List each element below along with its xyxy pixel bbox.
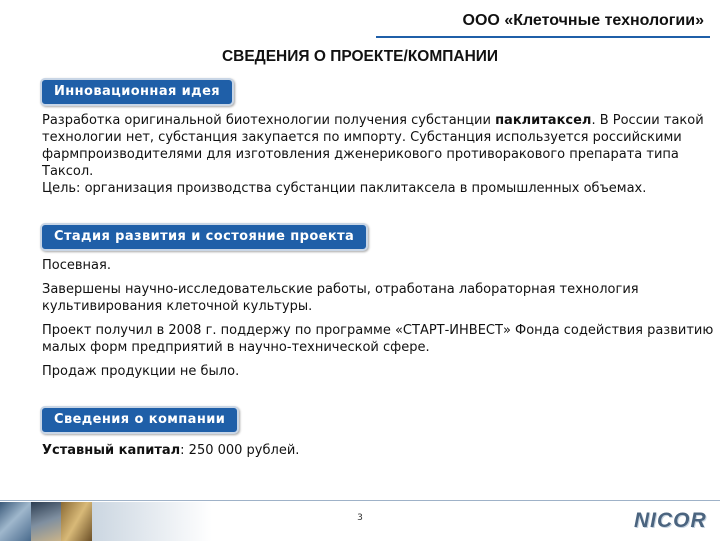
- idea-substance-name: паклитаксел: [495, 113, 592, 128]
- section-badge-stage: Стадия развития и состояние проекта: [40, 223, 368, 251]
- footer-photo-strip: [0, 502, 92, 541]
- section-idea-body: [42, 112, 714, 197]
- capital-value: : 250 000 рублей.: [180, 443, 300, 458]
- footer-photo: [31, 502, 62, 541]
- section-badge-company: Сведения о компании: [40, 406, 239, 434]
- footer-photo: [61, 502, 92, 541]
- section-stage-body: [42, 257, 714, 380]
- capital-label: Уставный капитал: [42, 443, 181, 458]
- company-capital: [42, 442, 714, 459]
- company-title: ООО «Клеточные технологии»: [462, 12, 704, 29]
- idea-goal: Цель: организация производства субстанции паклитаксела в промышленных объемах.: [42, 181, 647, 196]
- footer-fade: [92, 502, 212, 541]
- idea-text-after: . В России такой технологии нет, субстанция закупается по импорту. Cубстанция используется российскими фармпроизводителями для изготовления дженерикового противоракового препарата типа Таксол.: [42, 113, 704, 179]
- header-divider: [376, 36, 710, 38]
- footer-photo: [0, 502, 31, 541]
- page-heading: СВЕДЕНИЯ О ПРОЕКТЕ/КОМПАНИИ: [221, 48, 499, 65]
- page-number: 3: [357, 513, 363, 523]
- section-badge-idea: Инновационная идея: [40, 78, 234, 106]
- stage-paragraph-1: Посевная.: [42, 258, 111, 273]
- nicor-logo: NICOR: [634, 509, 707, 532]
- section-company-body: [42, 442, 714, 459]
- stage-paragraph-2: Завершены научно-исследовательские работы, отработана лабораторная технология культивирования клеточной культуры.: [42, 282, 639, 314]
- stage-paragraph-3: Проект получил в 2008 г. поддержу по программе «СТАРТ-ИНВЕСТ» Фонда содействия развитию малых форм предприятий в научно-технической сфере.: [42, 323, 714, 355]
- stage-paragraph-4: Продаж продукции не было.: [42, 364, 240, 379]
- idea-text-before: Разработка оригинальной биотехнологии получения субстанции: [42, 113, 496, 128]
- idea-description: [42, 112, 714, 180]
- footer-bar: [0, 500, 720, 541]
